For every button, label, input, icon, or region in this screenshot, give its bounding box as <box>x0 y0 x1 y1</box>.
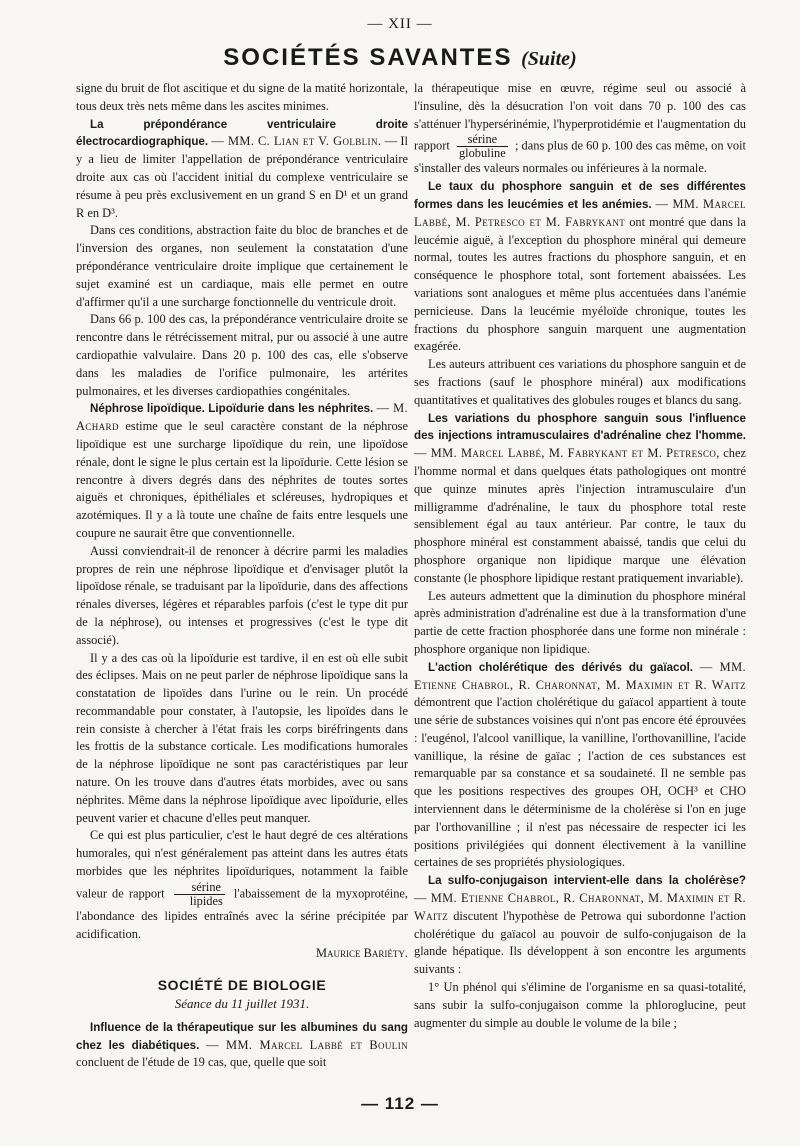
paragraph: Néphrose lipoïdique. Lipoïdurie dans les néphrites. — M. Achard estime que le seul caractère constant de la néphrose lipoïdique est une surcharge lipoïdique du rein, une lipoïdose rénale, dont le signe le plus certain est la lipoïdurie. Cette lésion se rencontre à divers degrés dans des néphrites de toutes sortes aiguës et chroniques, épithéliales et scléreuses, hydropiques et azotémiques. Il y a là toute une chaîne de faits entre lesquels une coupure ne saurait être que conventionnelle. <box>76 401 408 540</box>
paragraph: Le taux du phosphore sanguin et de ses différentes formes dans les leucémies et les anémies. — MM. Marcel Labbé, M. Petresco et M. Fabrykant ont montré que dans la leucémie aiguë, à l'exception du phosphore minéral qui demeure normal, toutes les autres fractions du phosphore sanguin, et en conséquence le phosphore total, sont fortement abaissées. Les variations sont analogues et même plus accentuées dans l'anémie pernicieuse. Dans la leucémie myéloïde chronique, toutes les fractions du phosphore sanguin marquent une augmentation exagérée. <box>414 180 746 354</box>
article-heading: Néphrose lipoïdique. Lipoïdurie dans les néphrites. <box>90 402 374 416</box>
paragraph: Dans ces conditions, abstraction faite du bloc de branches et de l'inversion des organes, non seulement la constatation d'une prépondérance ventriculaire droite implique que certainement le sujet examiné est un cardiaque, mais elle permet en outre d'affirmer qu'il a une surcharge fonctionnelle du ventricule droit. <box>76 223 408 309</box>
paragraph: Il y a des cas où la lipoïdurie est tardive, il en est où elle subit des éclipses. Mais on ne peut parler de néphrose lipoïdique sans la constatation de lipoïdes dans l'urine ou le rein. Un procédé recommandable pour constater, à l'autopsie, les lipoïdes dans le rein consiste à chercher à l'état frais les corps biréfringents dans les frottis de la substance corticale. Les modifications humorales de la néphrose lipoïdique ne sont pas caractéristiques par leur nature. On les trouve dans d'autres états morbides, avec ou sans néphrites. Même dans la néphrose lipoïdique avec lipoïdurie, elles peuvent varier et chacune d'elles peut manquer. <box>76 650 408 825</box>
paragraph: Les auteurs attribuent ces variations du phosphore sanguin et de ses fractions (sauf le phosphore minéral) aux modifications quantitatives et qualitatives des globules rouges et blancs du sang. <box>414 357 746 407</box>
paragraph: La prépondérance ventriculaire droite électrocardiographique. — MM. C. Lian et V. Golblin. — Il y a lieu de limiter l'appellation de prépondérance ventriculaire droite aux cas où l'accident initial du complexe ventriculaire se résume à peu près exclusivement en un grand S en D¹ et un grand R en D³. <box>76 117 408 220</box>
article-authors: — MM. Marcel Labbé et Boulin <box>206 1037 408 1052</box>
paragraph: L'action cholérétique des dérivés du gaïacol. — MM. Etienne Chabrol, R. Charonnat, M. Maximin et R. Waitz démontrent que l'action cholérétique du gaïacol appartient à toute une série de substances voisines qui n'ont pas encore été éprouvées : l'eugénol, l'alcool vanillique, la vanilline, l'orthovanilline, l'acide vanillique, la résine de gaïac ; l'action de ces substances est remarquable par sa constance et sa soudaineté. Il ne semble pas que les positions respectives des groupes OH, OCH³ et CHO interviennent dans le déterminisme de la cholérèse si l'on en juge par l'orthovanilline ; il n'est pas nécessaire de respecter ici les positions privilégiées qui donnent électivement à la vanilline certaines de ses propriétés physiologiques. <box>414 659 746 870</box>
paragraph: signe du bruit de flot ascitique et du signe de la matité horizontale, tous deux très nets même dans les ascites minimes. <box>76 81 408 113</box>
section-header <box>0 44 800 72</box>
roman-page-number: — XII — <box>367 16 433 32</box>
paragraph: La sulfo-conjugaison intervient-elle dans la cholérèse? — MM. Etienne Chabrol, R. Charonnat, M. Maximin et R. Waitz discutent l'hypothèse de Petrowa qui subordonne l'action cholérétique du gaïacol au pouvoir de sulfo-conjugaison de la glande hépatique. Ils développent à son encontre les arguments suivants : <box>414 874 746 977</box>
author-signature: Maurice Bariéty. <box>316 946 408 961</box>
section-suite: (Suite) <box>521 48 577 70</box>
paragraph: Dans 66 p. 100 des cas, la prépondérance ventriculaire droite se rencontre dans le rétrécissement mitral, pur ou associé à une autre cardiopathie valvulaire. Dans 20 p. 100 des cas, elle s'observe dans les maladies de l'orifice pulmonaire, les artérites pulmonaires, et les diverses cardiopathies congénitales. <box>76 312 408 398</box>
paragraph: Influence de la thérapeutique sur les albumines du sang chez les diabétiques. — MM. Marcel Labbé et Boulin concluent de l'étude de 19 cas, que, quelle que soit <box>76 1020 408 1070</box>
paragraph: Les auteurs admettent que la diminution du phosphore minéral après administration d'adrénaline est due à la transformation d'une partie de cette fraction phosphorée dans une forme non minérale : phosphore organique non lipidique. <box>414 588 746 656</box>
article-authors: — MM. C. Lian et V. Golblin. <box>211 134 382 149</box>
article-heading: La prépondérance ventriculaire droite électrocardiographique. <box>76 117 408 149</box>
session-date: Séance du 11 juillet 1931. <box>174 996 310 1012</box>
article-heading: Le taux du phosphore sanguin et de ses différentes formes dans les leucémies et les anémies. <box>414 180 746 211</box>
section-title: SOCIÉTÉS SAVANTES <box>223 44 513 71</box>
article-authors: — MM. Etienne Chabrol, R. Charonnat, M. Maximin et R. Waitz <box>414 659 746 692</box>
article-authors: — MM. Etienne Chabrol, R. Charonnat, M. Maximin et R. Waitz <box>414 891 746 923</box>
right-column <box>414 80 746 1032</box>
article-authors: — MM. Marcel Labbé, M. Fabrykant et M. Petresco, <box>414 446 720 461</box>
article-authors: — M. Achard <box>76 401 408 434</box>
ratio-fraction: $\frac{\text{sérine}}{\text{lipides}}$ <box>174 881 225 908</box>
paragraph: Ce qui est plus particulier, c'est le haut degré de ces altérations humorales, qui n'est généralement pas atteint dans les autres états morbides que les néphrites lipoïduriques, notamment la faible valeur de rapport $\frac{\text{sérine}}{\text{lipides}}$ l'abaissement de la myxoprotéine, l'abondance des lipides entraînés avec la sérine précipitée par acidification. <box>76 828 408 941</box>
article-heading: Influence de la thérapeutique sur les albumines du sang chez les diabétiques. <box>76 1020 408 1052</box>
page-number: — 112 — <box>361 1094 439 1113</box>
ratio-fraction: $\frac{\text{sérine}}{\text{globuline}}$ <box>458 132 506 161</box>
society-title: SOCIÉTÉ DE BIOLOGIE <box>157 977 327 994</box>
article-authors: — MM. Marcel Labbé, M. Petresco et M. Fabrykant <box>414 196 746 229</box>
left-column <box>76 80 408 1072</box>
article-heading: La sulfo-conjugaison intervient-elle dans la cholérèse? <box>428 874 746 888</box>
paragraph: Aussi conviendrait-il de renoncer à décrire parmi les maladies propres de rein une néphrose lipoïdique et d'envisager plutôt la lipoïdose rénale, se traduisant par la lipoïdurie, dans des affections rénales diverses, légères et réparables parfois (c'est le type dit pur de la néphrose), ou intenses et progressives (c'est le type dit associé). <box>76 543 408 647</box>
paragraph: la thérapeutique mise en œuvre, régime seul ou associé à l'insuline, dès la désucration l'on voit dans 70 p. 100 des cas s'atténuer l'hypersérinémie, l'hyperprotidémie et l'augmentation du rapport $\frac{\text{sérine}}{\text{globuline}}$ ; dans plus de 60 p. 100 des cas même, on voit s'installer des valeurs normales ou inférieures à la normale. <box>414 81 746 176</box>
paragraph: Les variations du phosphore sanguin sous l'influence des injections intramusculaires d'adrénaline chez l'homme. — MM. Marcel Labbé, M. Fabrykant et M. Petresco, chez l'homme normal et dans quelques états pathologiques ont montré que quinze minutes après l'injection intramusculaire d'un milligramme d'adrénaline, le taux du phosphore total reste sensiblement égal au taux antérieur. Par contre, le taux du phosphore minéral est constamment abaissé, tandis que celui du phosphore organique non lipidique marque une élévation constante (le phosphore lipidique restant pratiquement invariable). <box>414 411 746 585</box>
paragraph: 1° Un phénol qui s'élimine de l'organisme en sa quasi-totalité, sans subir la sulfo-conjugaison comme la phloroglucine, peut augmenter du simple au double le volume de la bile ; <box>414 980 746 1030</box>
article-heading: Les variations du phosphore sanguin sous l'influence des injections intramusculaires d'adrénaline chez l'homme. <box>414 411 746 443</box>
article-heading: L'action cholérétique des dérivés du gaïacol. <box>428 660 694 674</box>
